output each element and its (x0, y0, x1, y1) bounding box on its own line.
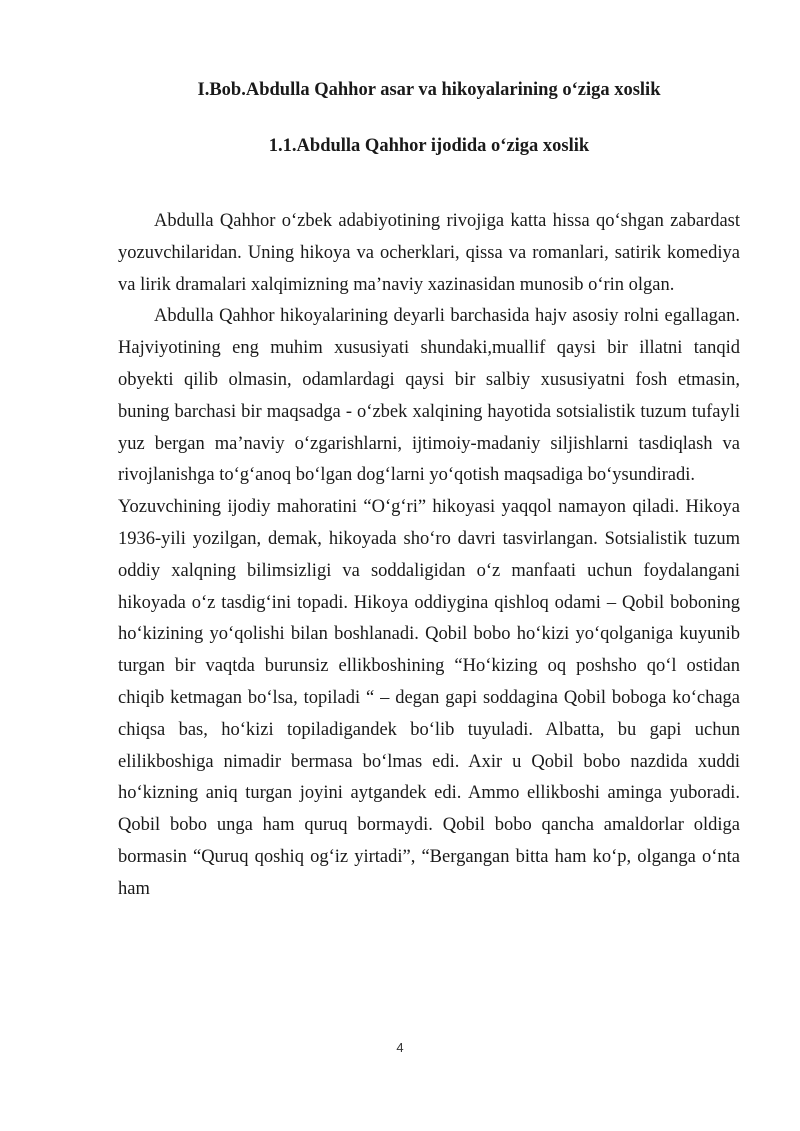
paragraph: Yozuvchining ijodiy mahoratini “O‘g‘ri” hikoyasi yaqqol namayon qiladi. Hikoya 1936-yili yozilgan, demak, hikoyada sho‘ro davri tasvirlangan. Sotsialistik tuzum oddiy xalqning bilimsizligi va soddaligidan o‘z manfaati uchun foydalangani hikoyada o‘z tasdig‘ini topadi. Hikoya oddiygina qishloq odami – Qobil boboning ho‘kizining yo‘qolishi bilan boshlanadi. Qobil bobo ho‘kizi yo‘qolganiga kuyunib turgan bir vaqtda burunsiz ellikboshining “Ho‘kizing oq poshsho qo‘l ostidan chiqib ketmagan bo‘lsa, topiladi “ – degan gapi soddagina Qobil boboga ko‘chaga chiqsa bas, ho‘kizi topiladigandek bo‘lib tuyuladi. Albatta, bu gapi uchun elilikboshiga nimadir bermasa bo‘lmas edi. Axir u Qobil bobo nazdida xuddi ho‘kizning aniq turgan joyini aytgandek edi. Ammo ellikboshi aminga yuboradi. Qobil bobo unga ham quruq bormaydi. Qobil bobo qancha amaldorlar oldiga bormasin “Quruq qoshiq og‘iz yirtadi”, “Bergangan bitta ham ko‘p, olganga o‘nta ham (118, 497, 740, 899)
paragraph: Abdulla Qahhor o‘zbek adabiyotining rivojiga katta hissa qo‘shgan zabardast yozuvchilaridan. Uning hikoya va ocherklari, qissa va romanlari, satirik komediya va lirik dramalari xalqimizning ma’naviy xazinasidan munosib o‘rin olgan. (118, 211, 740, 295)
body-text (118, 206, 740, 906)
paragraph: Abdulla Qahhor hikoyalarining deyarli barchasida hajv asosiy rolni egallagan. Hajviyotining eng muhim xususiyati shundaki,muallif qaysi bir illatni tanqid obyekti qilib olmasin, odamlardagi qaysi bir salbiy xususiyatni fosh etmasin, buning barchasi bir maqsadga - o‘zbek xalqining hayotida sotsialistik tuzum tufayli yuz bergan ma’naviy o‘zgarishlarni, ijtimoiy-madaniy siljishlarni tasdiqlash va rivojlanishga to‘g‘anoq bo‘lgan dog‘larni yo‘qotish maqsadiga bo‘ysundiradi. (118, 306, 740, 486)
page-number: 4 (396, 1040, 404, 1055)
chapter-title: I.Bob.Abdulla Qahhor asar va hikoyalarining o‘ziga xoslik (197, 80, 661, 100)
section-title: 1.1.Abdulla Qahhor ijodida o‘ziga xoslik (268, 136, 590, 156)
